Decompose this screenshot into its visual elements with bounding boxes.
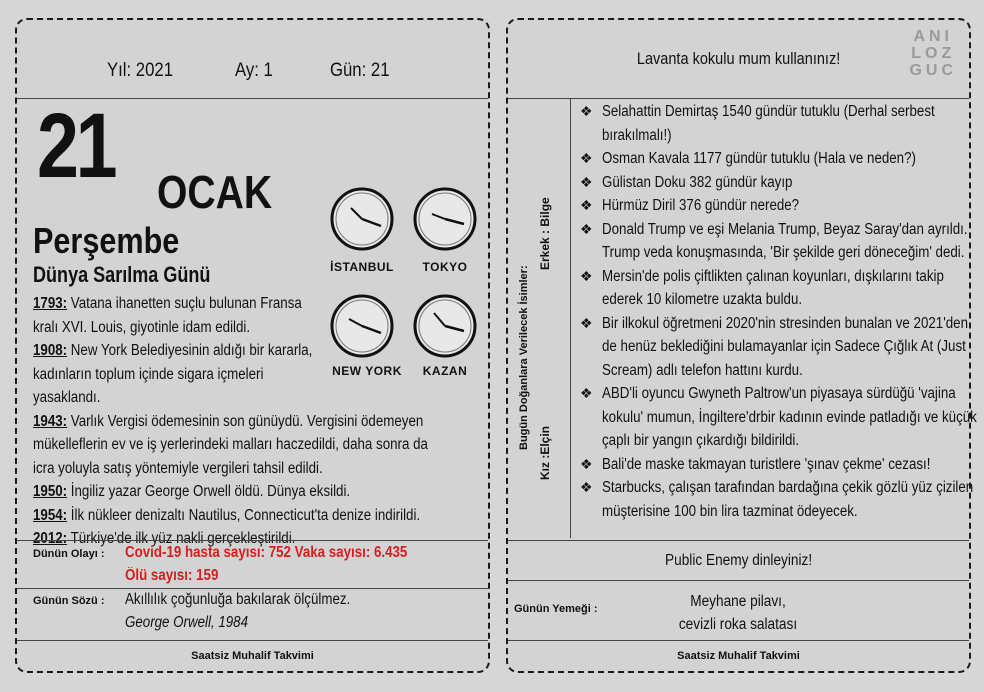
list-item: ❖ Osman Kavala 1177 gündür tutuklu (Hala ve neden?) <box>580 147 970 171</box>
diamond-bullet-icon: ❖ <box>580 385 593 401</box>
event-of-day-line1: Covid-19 hasta sayısı: 752 Vaka sayısı: 6.435 <box>125 544 408 561</box>
names-label: Bugün Doğanlara Verilecek İsimler: <box>518 265 530 450</box>
clock-label-newyork: NEW YORK <box>332 364 402 378</box>
diamond-bullet-icon: ❖ <box>580 455 593 472</box>
event-item: 2012: Türkiye'de ilk yüz nakli gerçekleştirildi. <box>33 530 296 547</box>
diamond-bullet-icon: ❖ <box>580 267 593 284</box>
event-item-cont: kralı XVI. Louis, giyotinle idam edildi. <box>33 318 251 336</box>
clock-label-tokyo: TOKYO <box>422 260 468 274</box>
news-divider <box>508 540 969 541</box>
top-divider <box>508 98 969 99</box>
news-list <box>580 100 977 523</box>
brand-logo: ANI LOZ GUC <box>909 28 957 79</box>
day-label: Gün: 21 <box>330 60 390 81</box>
meal-text: Meyhane pilavı, cevizli roka salatası <box>678 593 798 633</box>
music-tip: Public Enemy dinleyiniz! <box>664 552 813 569</box>
footer-title: Saatsiz Muhalif Takvimi <box>677 650 800 662</box>
right-calendar-page <box>506 18 977 673</box>
clock-label-istanbul: İSTANBUL <box>330 260 394 274</box>
names-column-divider <box>570 98 571 538</box>
quote-divider <box>17 640 488 641</box>
meal-label: Günün Yemeği : <box>514 603 598 615</box>
event-of-day-label: Dünün Olayı : <box>33 548 105 560</box>
diamond-bullet-icon: ❖ <box>580 103 593 119</box>
left-calendar-page <box>15 18 490 673</box>
list-item: ❖ Donald Trump ve eşi Melania Trump, Beyaz Saray'dan ayrıldı. Trump veda konuşmasında, 'Bir şekilde geri döneceğim' dedi. <box>580 218 970 265</box>
month-label: Ay: 1 <box>235 60 273 81</box>
diamond-bullet-icon: ❖ <box>580 314 593 331</box>
event-item: 1793: Vatana ihanetten suçlu bulunan Fransa <box>33 295 302 312</box>
event-item-cont: mükelleflerin ev ve iş yerlerindeki malları haczedildi, daha sonra da <box>33 436 428 453</box>
list-item: ❖ Starbucks, çalışan tarafından bardağına çekik gözlü yüz çizilen müşterisine 100 bin lira tazminat ödeyecek. <box>580 476 970 523</box>
diamond-bullet-icon: ❖ <box>580 479 593 495</box>
list-item: ❖ Bali'de maske takmayan turistlere 'şınav çekme' cezası! <box>580 453 970 477</box>
list-item: ❖ ABD'li oyuncu Gwyneth Paltrow'un piyasaya sürdüğü 'vajina kokulu' mumun, İngiltere'drbir kadının evinde patladığı ve küçük çaplı bir yangın çıkardığı bildirildi. <box>580 382 970 453</box>
top-tip: Lavanta kokulu mum kullanınız! <box>636 50 841 68</box>
events-divider <box>17 540 488 541</box>
music-divider <box>508 580 969 581</box>
clock-label-kazan: KAZAN <box>422 364 468 378</box>
footer-title: Saatsiz Muhalif Takvimi <box>191 650 314 662</box>
special-day: Dünya Sarılma Günü <box>33 262 211 287</box>
diamond-bullet-icon: ❖ <box>580 197 593 213</box>
month-name: OCAK <box>157 166 273 218</box>
event-of-day-line2: Ölü sayısı: 159 <box>125 567 219 584</box>
event-item: 1943: Varlık Vergisi ödemesinin son günüydü. Vergisini ödemeyen <box>33 412 424 430</box>
event-divider <box>17 588 488 589</box>
quote-text: Akıllılık çoğunluğa bakılarak ölçülmez. <box>125 591 351 608</box>
weekday: Perşembe <box>33 220 180 261</box>
event-item: 1908: New York Belediyesinin aldığı bir kararla, <box>33 342 313 359</box>
quote-author: George Orwell, 1984 <box>125 614 249 631</box>
list-item: ❖ Hürmüz Diril 376 gündür nerede? <box>580 194 970 218</box>
history-events <box>33 292 503 551</box>
event-item-cont: yasaklandı. <box>33 389 101 406</box>
event-item: 1950: İngiliz yazar George Orwell öldü. Dünya eksildi. <box>33 483 351 500</box>
quote-label: Günün Sözü : <box>33 595 105 607</box>
list-item: ❖ Bir ilkokul öğretmeni 2020'nin stresinden bunalan ve 2021'den de henüz beklediğini bulamayanlar için Sadece Çığlık At (Just Scream) adlı telefon hattını kurdu. <box>580 312 970 383</box>
diamond-bullet-icon: ❖ <box>580 173 593 190</box>
male-name: Erkek : Bilge <box>538 197 552 270</box>
female-name: Kız :Elçin <box>538 425 552 480</box>
list-item: ❖ Mersin'de polis çiftlikten çalınan koyunları, dışkılarını takip ederek 10 kilometre uzakta buldu. <box>580 265 970 312</box>
list-item: ❖ Selahattin Demirtaş 1540 gündür tutuklu (Derhal serbest bırakılmalı!) <box>580 100 970 147</box>
diamond-bullet-icon: ❖ <box>580 220 593 237</box>
day-number: 21 <box>37 95 115 197</box>
diamond-bullet-icon: ❖ <box>580 150 593 166</box>
meal-divider <box>508 640 969 641</box>
event-item: 1954: İlk nükleer denizaltı Nautilus, Connecticut'ta denize indirildi. <box>33 506 421 524</box>
clock-tokyo-icon <box>412 186 478 252</box>
clock-istanbul-icon <box>329 186 395 252</box>
event-item-cont: icra yoluyla satış yöntemiyle vergileri tahsil edildi. <box>33 459 323 477</box>
year-label: Yıl: 2021 <box>107 60 173 81</box>
event-item-cont: kadınların toplum içinde sigara içmeleri <box>33 365 264 383</box>
list-item: ❖ Gülistan Doku 382 gündür kayıp <box>580 171 970 195</box>
